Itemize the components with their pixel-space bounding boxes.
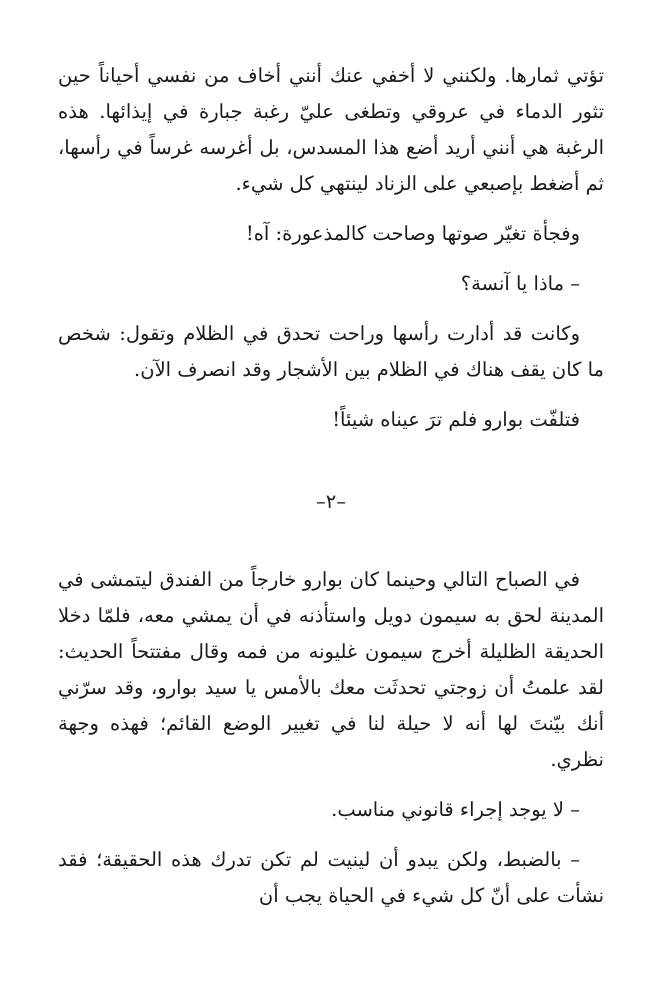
paragraph: وفجأة تغيّر صوتها وصاحت كالمذعورة: آه! (245, 222, 580, 245)
paragraph: فتلفّت بوارو فلم ترَ عيناه شيئاً! (332, 408, 580, 431)
chapter-number: –٢– (316, 490, 346, 513)
paragraph: وكانت قد أدارت رأسها وراحت تحدق في الظلام وتقول: شخص ما كان يقف هناك في الظلام بين الأشجار وقد انصرف الآن. (58, 322, 604, 381)
paragraph: – بالضبط، ولكن يبدو أن لينيت لم تكن تدرك هذه الحقيقة؛ فقد نشأت على أنّ كل شيء في الحياة يجب أن (58, 848, 604, 907)
paragraph: تؤتي ثمارها. ولكنني لا أخفي عنك أنني أخاف من نفسي أحياناً حين تثور الدماء في عروقي وتطغى عليّ رغبة جبارة في إيذائها. هذه الرغبة هي أنني أريد أضع هذا المسدس، بل أغرسه غرساً في رأسها، ثم أضغط بإصبعي على الزناد لينتهي كل شيء. (58, 64, 604, 195)
paragraph: في الصباح التالي وحينما كان بوارو خارجاً من الفندق ليتمشى في المدينة لحق به سيمون دويل واستأذنه في أن يمشي معه، فلمّا دخلا الحديقة الظليلة أخرج سيمون غليونه من فمه وقال مفتتحاً الحديث: لقد علمتُ أن زوجتي تحدثَت معك بالأمس يا سيد بوارو، وقد سرّني أنك بيّنتَ لها أنه لا حيلة لنا في تغيير الوضع القائم؛ فهذه وجهة نظري. (58, 568, 604, 771)
paragraph: – لا يوجد إجراء قانوني مناسب. (331, 798, 580, 821)
book-page (58, 58, 604, 914)
paragraph: – ماذا يا آنسة؟ (460, 272, 580, 295)
